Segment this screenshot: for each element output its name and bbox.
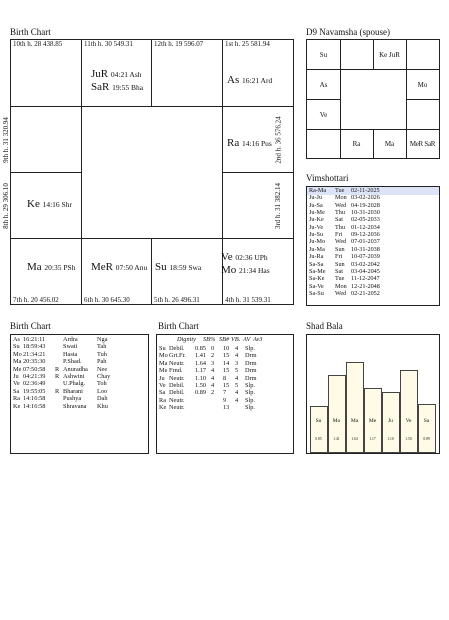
bar-value-label: 1.10 — [387, 437, 394, 441]
position-row — [13, 373, 117, 380]
grid-line — [11, 172, 81, 173]
vimshottari-row — [309, 283, 401, 290]
vimshottari-row — [309, 194, 401, 201]
vimshopaka: 7 — [223, 389, 227, 397]
nakshatra: Hasta — [63, 350, 78, 358]
planet: Ve — [13, 380, 20, 388]
dignity: Neutr. — [169, 374, 185, 382]
positions-title: Birth Chart — [10, 321, 51, 331]
grid-line — [307, 69, 439, 70]
syllable: Loo — [97, 387, 108, 395]
dignity: Neutr. — [169, 404, 185, 412]
sb-percent: 0.85 — [195, 345, 207, 352]
dignity-row — [159, 389, 261, 396]
bar-value-label: 1.64 — [351, 437, 358, 441]
ashtakavarga: 4 — [235, 389, 239, 397]
vimshottari-row — [309, 209, 401, 216]
sb-count: 4 — [211, 374, 215, 382]
nakshatra: Pushya — [63, 395, 82, 403]
position-row — [13, 388, 117, 395]
planet: Sa — [13, 387, 20, 395]
grid-line — [307, 129, 439, 130]
d9-cell-ra: Ra — [352, 140, 361, 148]
planet-rahu: Ra 14:16 Pus — [227, 137, 272, 149]
avastha: Slp. — [245, 389, 255, 397]
bar-category-label: Ma — [350, 418, 359, 424]
sb-count: 4 — [211, 367, 215, 375]
sb-count: 3 — [211, 359, 215, 367]
planet: Ra — [13, 395, 20, 403]
ashtakavarga: 4 — [235, 396, 239, 404]
dignity-row — [159, 352, 261, 359]
house-label-7: 7th h. 20 456.02 — [13, 296, 59, 304]
d9-cell-mersar: MeR SaR — [409, 140, 436, 148]
vimshottari-row — [309, 275, 401, 282]
column-header: VB. — [231, 336, 241, 343]
longitude: 16:21:11 — [23, 336, 46, 343]
position-row — [13, 358, 117, 365]
grid-line — [222, 172, 293, 173]
dignity-row — [159, 367, 261, 374]
shad-bala-bar-mo — [328, 375, 346, 453]
vimshottari-row — [309, 231, 401, 238]
dignity-row — [159, 375, 261, 382]
planet: Mo — [159, 352, 168, 360]
vimshottari-row — [309, 290, 401, 297]
sb-percent: 1.17 — [195, 367, 207, 375]
planet: Ma — [159, 359, 168, 367]
planet: Ju — [159, 374, 165, 382]
dasha-weekday: Tue — [335, 187, 345, 194]
dasha-date: 10-31-2030 — [351, 209, 380, 217]
vimshopaka: 15 — [223, 382, 230, 389]
sb-percent: 1.50 — [195, 382, 207, 389]
birth-chart-grid — [1, 39, 294, 305]
planet-mars: Ma 20:35 PSh — [27, 261, 76, 273]
avastha: Slp. — [245, 345, 255, 352]
vimshopaka: 15 — [223, 352, 230, 360]
dasha-period: Ju-Su — [309, 231, 324, 239]
dasha-period: Sa-Ke — [309, 275, 325, 283]
dasha-date: 10-07-2039 — [351, 253, 380, 261]
dasha-date: 01-12-2034 — [351, 223, 380, 231]
d9-cell-kejur: Ke JuR — [379, 51, 400, 59]
house-label-6: 6th h. 30 645.30 — [84, 296, 130, 304]
dignity-row — [159, 397, 261, 404]
house-label-3: 3rd h. 31 382.14 — [274, 182, 283, 230]
syllable: Nga — [97, 336, 108, 343]
vimshottari-row — [309, 238, 401, 245]
planet-moon: Mo 21:34 Has — [221, 264, 270, 276]
sb-percent: 1.10 — [195, 374, 207, 382]
planet-mercury: MeR 07:50 Anu — [91, 261, 148, 273]
dasha-date: 03-02-2026 — [351, 194, 380, 202]
dasha-weekday: Wed — [335, 201, 347, 209]
grid-line — [307, 99, 340, 100]
shad-bala-bar-su — [310, 406, 328, 453]
planet-sun: Su 18:59 Swa — [155, 261, 202, 273]
planet-ascendant: As 16:21 Ard — [227, 74, 273, 86]
d9-cell-as: As — [319, 81, 328, 89]
ashtakavarga: 5 — [235, 367, 239, 375]
ashtakavarga: 4 — [235, 352, 239, 360]
avastha: Drm — [245, 367, 257, 375]
vimshopaka: 13 — [223, 404, 230, 412]
dasha-period: Ju-Me — [309, 209, 325, 217]
planet: Ke — [159, 404, 167, 412]
column-header: SB% — [203, 336, 216, 343]
longitude: 14:16:58 — [23, 395, 46, 403]
longitude: 04:21:39 — [23, 373, 46, 380]
planet: Ve — [159, 382, 166, 389]
vimshottari-row — [309, 246, 401, 253]
vimshopaka: 9 — [223, 396, 227, 404]
sb-count: 4 — [211, 382, 215, 389]
sb-percent: 0.89 — [195, 389, 207, 397]
vimshopaka: 14 — [223, 359, 230, 367]
planet: Ke — [13, 402, 21, 410]
planet: Ra — [159, 396, 166, 404]
vimshottari-row — [309, 261, 401, 268]
vimshottari-table — [306, 186, 440, 306]
dignity: Grt.Fr. — [169, 352, 186, 360]
avastha: Drm — [245, 374, 257, 382]
dasha-date: 03-02-2042 — [351, 260, 380, 268]
vimshottari-row — [309, 224, 401, 231]
dasha-period: Ju-Ve — [309, 223, 324, 231]
dasha-weekday: Sun — [335, 260, 345, 268]
position-row — [13, 336, 117, 343]
sb-percent: 1.64 — [195, 359, 207, 367]
dasha-date: 11-12-2047 — [351, 275, 380, 283]
vimshottari-row — [309, 253, 401, 260]
longitude: 21:34:21 — [23, 350, 46, 358]
dignity: Debil. — [169, 345, 185, 352]
vimshottari-row — [309, 187, 401, 194]
dasha-period: Sa-Su — [309, 289, 324, 297]
planet-jupiter: JuR 04:21 Ash — [91, 68, 142, 80]
dignity-row — [159, 382, 261, 389]
longitude: 18:59:43 — [23, 343, 46, 351]
longitude: 20:35:30 — [23, 358, 46, 366]
dignity-table — [156, 334, 294, 454]
ashtakavarga: 5 — [235, 382, 239, 389]
house-label-10: 10th h. 28 438.85 — [13, 40, 63, 48]
column-header: Av3 — [253, 336, 263, 343]
dasha-weekday: Wed — [335, 289, 347, 297]
planet: Ma — [13, 358, 22, 366]
planet: Me — [13, 365, 22, 373]
dignity: Debil. — [169, 382, 185, 389]
retro-flag: R — [55, 373, 60, 380]
bar-category-label: Sa — [423, 418, 430, 424]
dasha-date: 03-04-2045 — [351, 267, 380, 275]
grid-line — [151, 238, 152, 304]
position-row — [13, 343, 117, 350]
avastha: Slp. — [245, 404, 255, 412]
positions-table — [10, 334, 149, 454]
syllable: Tah — [97, 343, 107, 351]
bar-category-label: Mo — [332, 418, 341, 424]
vimshopaka: 15 — [223, 367, 230, 375]
nakshatra: P.Shad. — [63, 358, 82, 366]
dignity: Neutr. — [169, 359, 185, 367]
bar-value-label: 1.41 — [333, 437, 340, 441]
house-label-4: 4th h. 31 539.31 — [225, 296, 271, 304]
dignity-header — [159, 336, 269, 343]
syllable: Toh — [97, 380, 107, 388]
house-label-12: 12th h. 19 596.07 — [154, 40, 204, 48]
nakshatra: Bharani — [63, 387, 83, 395]
dasha-weekday: Fri — [335, 231, 343, 239]
planet: Mo — [13, 350, 22, 358]
dasha-weekday: Mon — [335, 282, 347, 290]
dignity-title: Birth Chart — [158, 321, 199, 331]
bar-category-label: Ju — [388, 418, 393, 424]
column-header: Dignity — [177, 336, 196, 343]
dignity: Debil. — [169, 389, 185, 397]
longitude: 14:16:58 — [23, 402, 46, 410]
position-row — [13, 366, 117, 373]
dasha-weekday: Sat — [335, 267, 343, 275]
grid-line — [406, 99, 439, 100]
dasha-weekday: Sat — [335, 216, 343, 224]
ashtakavarga: 4 — [235, 345, 239, 352]
position-row — [13, 395, 117, 402]
dasha-weekday: Wed — [335, 238, 347, 246]
bar-category-label: Ve — [405, 418, 412, 424]
dasha-weekday: Thu — [335, 223, 345, 231]
dasha-period: Sa-Me — [309, 267, 326, 275]
nakshatra: Shravana — [63, 402, 87, 410]
ashtakavarga: 4 — [235, 374, 239, 382]
column-header: AV — [243, 336, 251, 343]
dignity: Frnd. — [169, 367, 183, 375]
planet: Ju — [13, 373, 19, 380]
vimshottari-row — [309, 202, 401, 209]
dignity-row — [159, 404, 261, 411]
dasha-period: Ju-Ma — [309, 245, 325, 253]
dasha-date: 09-12-2036 — [351, 231, 380, 239]
planet: As — [13, 336, 20, 343]
bar-value-label: 1.17 — [369, 437, 376, 441]
house-label-1: 1st h. 25 581.94 — [225, 40, 270, 48]
grid-line — [11, 106, 293, 107]
retro-flag: R — [55, 387, 60, 395]
vimshottari-title: Vimshottari — [306, 173, 349, 183]
planet-saturn: SaR 19:55 Bha — [91, 81, 144, 93]
vimshopaka: 8 — [223, 374, 227, 382]
position-row — [13, 380, 117, 387]
syllable: Khu — [97, 402, 108, 410]
dasha-period: Ju-Ke — [309, 216, 324, 224]
dasha-date: 02-21-2052 — [351, 289, 380, 297]
vimshottari-row — [309, 268, 401, 275]
position-row — [13, 403, 117, 410]
planet: Su — [159, 345, 166, 352]
longitude: 07:50:58 — [23, 365, 46, 373]
position-row — [13, 351, 117, 358]
sb-count: 2 — [211, 352, 215, 360]
sb-percent: 1.41 — [195, 352, 207, 360]
bar-value-label: 0.89 — [423, 437, 430, 441]
planet-ketu: Ke 14:16 Shr — [27, 198, 72, 210]
syllable: Chay — [97, 373, 111, 380]
vimshottari-row — [309, 216, 401, 223]
dasha-date: 04-19-2028 — [351, 201, 380, 209]
dasha-weekday: Fri — [335, 253, 343, 261]
planet: Su — [13, 343, 20, 351]
dasha-weekday: Sun — [335, 245, 345, 253]
nakshatra: U.Phalg. — [63, 380, 86, 388]
bar-value-label: 0.85 — [315, 437, 322, 441]
avastha: Slp. — [245, 396, 255, 404]
vimshopaka: 10 — [223, 345, 230, 352]
d9-cell-ve: Ve — [319, 111, 328, 119]
dasha-date: 12-21-2048 — [351, 282, 380, 290]
shad-bala-chart — [306, 334, 440, 454]
ashtakavarga: 3 — [235, 359, 239, 367]
syllable: Dah — [97, 395, 108, 403]
longitude: 19:55:05 — [23, 387, 46, 395]
column-header: SB# — [219, 336, 230, 343]
shad-bala-bar-sa — [418, 404, 436, 453]
dasha-weekday: Thu — [335, 209, 345, 217]
house-label-11: 11th h. 30 549.31 — [84, 40, 133, 48]
avastha: Drm — [245, 352, 257, 360]
dasha-date: 02-11-2025 — [351, 187, 380, 194]
d9-cell-mo: Mo — [417, 81, 428, 89]
avastha: Slp. — [245, 382, 255, 389]
d9-chart-grid — [306, 39, 440, 159]
shad-bala-title: Shad Bala — [306, 321, 343, 331]
house-label-5: 5th h. 26 496.31 — [154, 296, 200, 304]
dasha-period: Ju-Ju — [309, 194, 323, 202]
dasha-period: Ju-Ra — [309, 253, 324, 261]
dignity-row — [159, 360, 261, 367]
dasha-period: Ju-Mo — [309, 238, 326, 246]
dasha-weekday: Tue — [335, 275, 345, 283]
dasha-period: Sa-Ve — [309, 282, 324, 290]
nakshatra: Ashwini — [63, 373, 85, 380]
sb-count: 2 — [211, 389, 215, 397]
dignity-row — [159, 345, 261, 352]
bar-category-label: Su — [315, 418, 322, 424]
avastha: Drm — [245, 359, 257, 367]
house-label-2: 2nd h. 36 576.24 — [274, 116, 283, 164]
d9-title: D9 Navamsha (spouse) — [306, 27, 390, 37]
bar-category-label: Me — [368, 418, 377, 424]
d9-cell-ma: Ma — [384, 140, 395, 148]
planet: Sa — [159, 389, 166, 397]
grid-line — [151, 40, 152, 106]
nakshatra: Swati — [63, 343, 78, 351]
planet-venus: Ve 02:36 UPh — [221, 251, 268, 263]
dignity: Neutr. — [169, 396, 185, 404]
nakshatra: Anuradha — [63, 365, 88, 373]
dasha-date: 07-01-2037 — [351, 238, 380, 246]
d9-cell-su: Su — [319, 51, 328, 59]
syllable: Pah — [97, 358, 107, 366]
grid-line — [11, 238, 293, 239]
dasha-period: Sa-Sa — [309, 260, 324, 268]
house-label-8: 8th h. 29 306.10 — [1, 183, 10, 229]
sb-count: 0 — [211, 345, 215, 352]
planet: Me — [159, 367, 168, 375]
dasha-date: 02-05-2033 — [351, 216, 380, 224]
bar-value-label: 1.50 — [405, 437, 412, 441]
retro-flag: R — [55, 365, 60, 373]
nakshatra: Ardra — [63, 336, 78, 343]
dasha-weekday: Mon — [335, 194, 347, 202]
syllable: Nee — [97, 365, 108, 373]
dasha-period: Ra-Ma — [309, 187, 327, 194]
longitude: 02:36:49 — [23, 380, 46, 388]
house-label-9: 9th h. 31 320.94 — [1, 117, 10, 163]
grid-line — [81, 40, 82, 304]
dasha-date: 10-31-2038 — [351, 245, 380, 253]
dasha-period: Ju-Sa — [309, 201, 323, 209]
birth-chart-title: Birth Chart — [10, 27, 51, 37]
syllable: Tuh — [97, 350, 107, 358]
